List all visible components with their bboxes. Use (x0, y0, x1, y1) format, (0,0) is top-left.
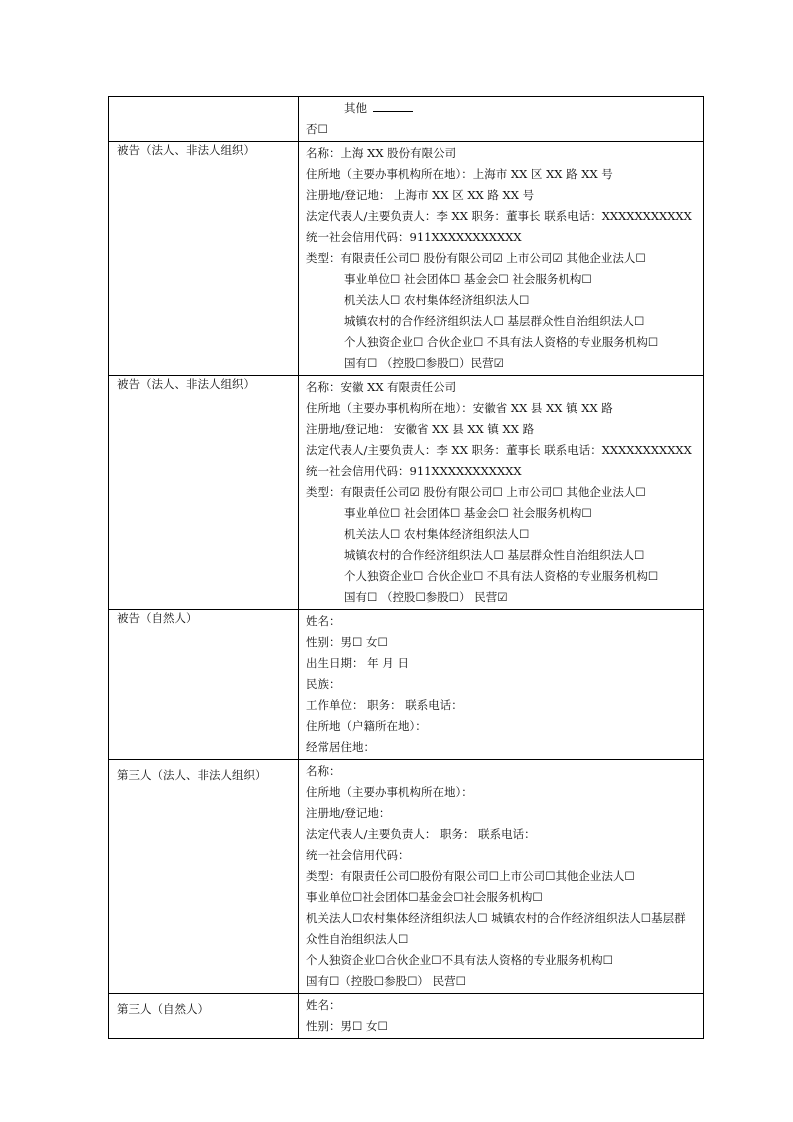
field-line: 统一社会信用代码：911XXXXXXXXXXX (306, 464, 522, 478)
party-info-table (108, 96, 704, 1039)
field-line: 事业单位☐ 社会团体☐ 基金会☐ 社会服务机构☐ (344, 506, 592, 520)
field-line: 住所地（主要办事机构所在地）： (306, 785, 473, 799)
row-label-empty (109, 97, 299, 142)
other-text: 其他 (344, 101, 367, 115)
table-row (109, 994, 704, 1039)
table-row (109, 610, 704, 760)
row-label: 被告（法人、非法人组织） (109, 376, 299, 610)
field-line: 经常居住地： (306, 740, 375, 754)
field-line: 法定代表人/主要负责人：李 XX 职务：董事长 联系电话：XXXXXXXXXXX (306, 209, 692, 223)
field-line: 国有☐ （控股☐参股☐） 民营☑ (344, 590, 508, 604)
field-line: 事业单位☐ 社会团体☐ 基金会☐ 社会服务机构☐ (344, 272, 592, 286)
row-label: 第三人（自然人） (109, 994, 299, 1039)
field-line: 城镇农村的合作经济组织法人☐ 基层群众性自治组织法人☐ (344, 548, 645, 562)
field-line: 民族： (306, 677, 341, 691)
field-line: 类型：有限责任公司☐股份有限公司☐上市公司☐其他企业法人☐ (306, 869, 635, 883)
field-line: 个人独资企业☐合伙企业☐不具有法人资格的专业服务机构☐ (306, 953, 613, 967)
field-line: 工作单位： 职务： 联系电话： (306, 698, 463, 712)
field-line: 类型：有限责任公司☐ 股份有限公司☑ 上市公司☑ 其他企业法人☐ (306, 251, 646, 265)
row-label: 被告（法人、非法人组织） (109, 142, 299, 376)
field-line: 个人独资企业☐ 合伙企业☐ 不具有法人资格的专业服务机构☐ (344, 335, 659, 349)
field-line: 注册地/登记地： (306, 806, 391, 820)
row-content (299, 760, 704, 994)
other-line (306, 98, 697, 119)
field-line: 个人独资企业☐ 合伙企业☐ 不具有法人资格的专业服务机构☐ (344, 569, 659, 583)
row-content (299, 97, 704, 142)
row-content (299, 610, 704, 760)
field-line: 出生日期： 年 月 日 (306, 656, 409, 670)
field-line: 名称：安徽 XX 有限责任公司 (306, 380, 457, 394)
table-row (109, 376, 704, 610)
field-line: 住所地（主要办事机构所在地）：安徽省 XX 县 XX 镇 XX 路 (306, 401, 613, 415)
field-line: 名称：上海 XX 股份有限公司 (306, 146, 457, 160)
field-line: 法定代表人/主要负责人：李 XX 职务：董事长 联系电话：XXXXXXXXXXX (306, 443, 692, 457)
no-option: 否☐ (306, 122, 328, 136)
field-line: 住所地（主要办事机构所在地）：上海市 XX 区 XX 路 XX 号 (306, 167, 613, 181)
field-line: 机关法人☐农村集体经济组织法人☐ 城镇农村的合作经济组织法人☐基层群 (306, 911, 686, 925)
field-line: 法定代表人/主要负责人： 职务： 联系电话： (306, 827, 536, 841)
row-label: 被告（自然人） (109, 610, 299, 760)
row-label: 第三人（法人、非法人组织） (109, 760, 299, 994)
blank-underline (373, 99, 413, 112)
table-row (109, 97, 704, 142)
field-line: 机关法人☐ 农村集体经济组织法人☐ (344, 293, 530, 307)
field-line: 机关法人☐ 农村集体经济组织法人☐ (344, 527, 530, 541)
table-row (109, 760, 704, 994)
row-content (299, 142, 704, 376)
field-line: 性别：男☐ 女☐ (306, 1019, 388, 1033)
field-line: 统一社会信用代码：911XXXXXXXXXXX (306, 230, 522, 244)
field-line: 国有☐（控股☐参股☐） 民营☐ (306, 974, 466, 988)
field-line: 城镇农村的合作经济组织法人☐ 基层群众性自治组织法人☐ (344, 314, 645, 328)
row-content (299, 994, 704, 1039)
row-content (299, 376, 704, 610)
field-line: 注册地/登记地： 上海市 XX 区 XX 路 XX 号 (306, 188, 535, 202)
field-line: 众性自治组织法人☐ (306, 932, 409, 946)
field-line: 统一社会信用代码： (306, 848, 410, 862)
field-line: 注册地/登记地： 安徽省 XX 县 XX 镇 XX 路 (306, 422, 535, 436)
field-line: 姓名： (306, 998, 341, 1012)
field-line: 姓名： (306, 614, 341, 628)
field-line: 名称： (306, 764, 341, 778)
field-line: 事业单位☐社会团体☐基金会☐社会服务机构☐ (306, 890, 543, 904)
table-row (109, 142, 704, 376)
field-line: 类型：有限责任公司☑ 股份有限公司☐ 上市公司☐ 其他企业法人☐ (306, 485, 646, 499)
field-line: 住所地（户籍所在地）： (306, 719, 427, 733)
field-line: 国有☐ （控股☐参股☐）民营☑ (344, 356, 504, 370)
field-line: 性别：男☐ 女☐ (306, 635, 388, 649)
